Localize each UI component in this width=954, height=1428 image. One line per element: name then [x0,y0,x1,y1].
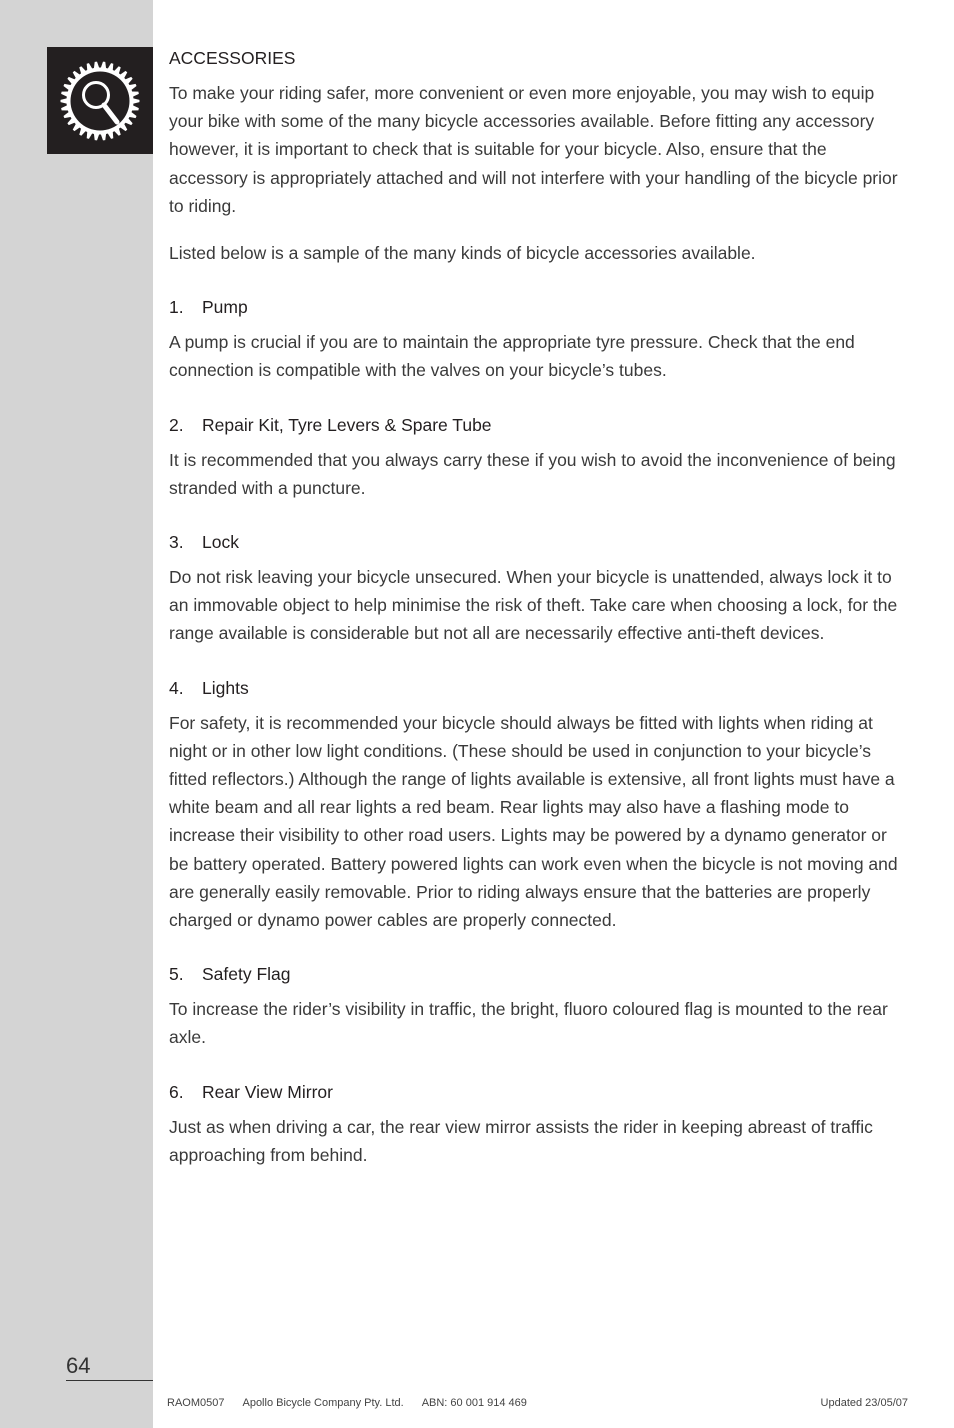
section-body: A pump is crucial if you are to maintain the appropriate tyre pressure. Check that the end connection is compatible with the valves on your bicycle’s tubes. [169,332,855,381]
section-body: Do not risk leaving your bicycle unsecured. When your bicycle is unattended, always lock it to an immovable object to help minimise the risk of theft. Take care when choosing a lock, for the range available is considerable but not all are necessarily effective anti-theft devices. [169,567,898,644]
section-title-text: Rear View Mirror [202,1081,333,1102]
page-heading: ACCESSORIES [169,48,296,68]
accessory-section [169,1078,909,1169]
page-number-rule [66,1380,153,1381]
section-number: 6. [169,1081,184,1102]
footer-abn: ABN: 60 001 914 469 [421,1397,527,1409]
section-number: 2. [169,414,184,435]
section-number: 1. [169,297,184,318]
accessory-section [169,293,909,384]
section-title-text: Repair Kit, Tyre Levers & Spare Tube [202,414,492,435]
section-number: 3. [169,532,184,553]
magnifying-glass-gear-icon [47,47,153,154]
gear-tooth [101,133,106,140]
section-title-text: Lock [202,532,239,553]
gear-tooth [94,62,99,69]
section-body: It is recommended that you always carry these if you wish to avoid the inconvenience of being stranded with a puncture. [169,449,896,498]
intro-paragraph: Listed below is a sample of the many kinds of bicycle accessories available. [169,243,756,264]
page-number: 64 [66,1353,91,1378]
section-title [169,411,909,439]
section-title [169,528,909,556]
section-title [169,674,909,702]
intro-paragraph: To make your riding safer, more convenient or even more enjoyable, you may wish to equip your bike with some of the many bicycle accessories available. Before fitting any accessory however, it is important to check that is suitable for your bicycle. Also, ensure that the accessory is appropriately attached and will not interfere with your handling of the bicycle prior to riding. [169,83,898,216]
accessory-section [169,674,909,935]
footer-company: Apollo Bicycle Company Pty. Ltd. [242,1397,404,1409]
section-body: Just as when driving a car, the rear view mirror assists the rider in keeping abreast of traffic approaching from behind. [169,1116,873,1165]
accessory-section [169,411,909,502]
footer-left [167,1396,545,1410]
accessory-section [169,960,909,1051]
section-title-text: Safety Flag [202,964,291,985]
section-title [169,1078,909,1106]
gear-tooth [133,98,140,103]
section-body: To increase the rider’s visibility in traffic, the bright, fluoro coloured flag is mounted to the rear axle. [169,999,888,1048]
section-icon-box [47,47,153,154]
main-content [169,44,909,1169]
section-title-text: Pump [202,297,248,318]
gear-tooth [101,62,106,69]
section-title [169,960,909,988]
footer-updated: Updated 23/05/07 [820,1397,908,1409]
section-title [169,293,909,321]
section-body: For safety, it is recommended your bicycle should always be fitted with lights when riding at night or in other low light conditions. (These should be used in conjunction to your bicycle’s fitted reflectors.) Although the range of lights available is extensive, all front lights must have a white beam and all rear lights a red beam. Rear lights may also have a flashing mode to increase their visibility to other road users. Lights may be powered by a dynamo generator or be battery operated. Battery powered lights can work even when the bicycle is not moving and are generally easily removable. Prior to riding always ensure that the batteries are properly charged or dynamo power cables are properly connected. [169,712,898,931]
section-title-text: Lights [202,677,249,698]
accessory-section [169,528,909,648]
section-number: 5. [169,964,184,985]
sidebar-band [0,0,153,1428]
gear-tooth [61,98,68,103]
gear-tooth [94,133,99,140]
section-number: 4. [169,677,184,698]
footer-code: RAOM0507 [167,1397,225,1409]
